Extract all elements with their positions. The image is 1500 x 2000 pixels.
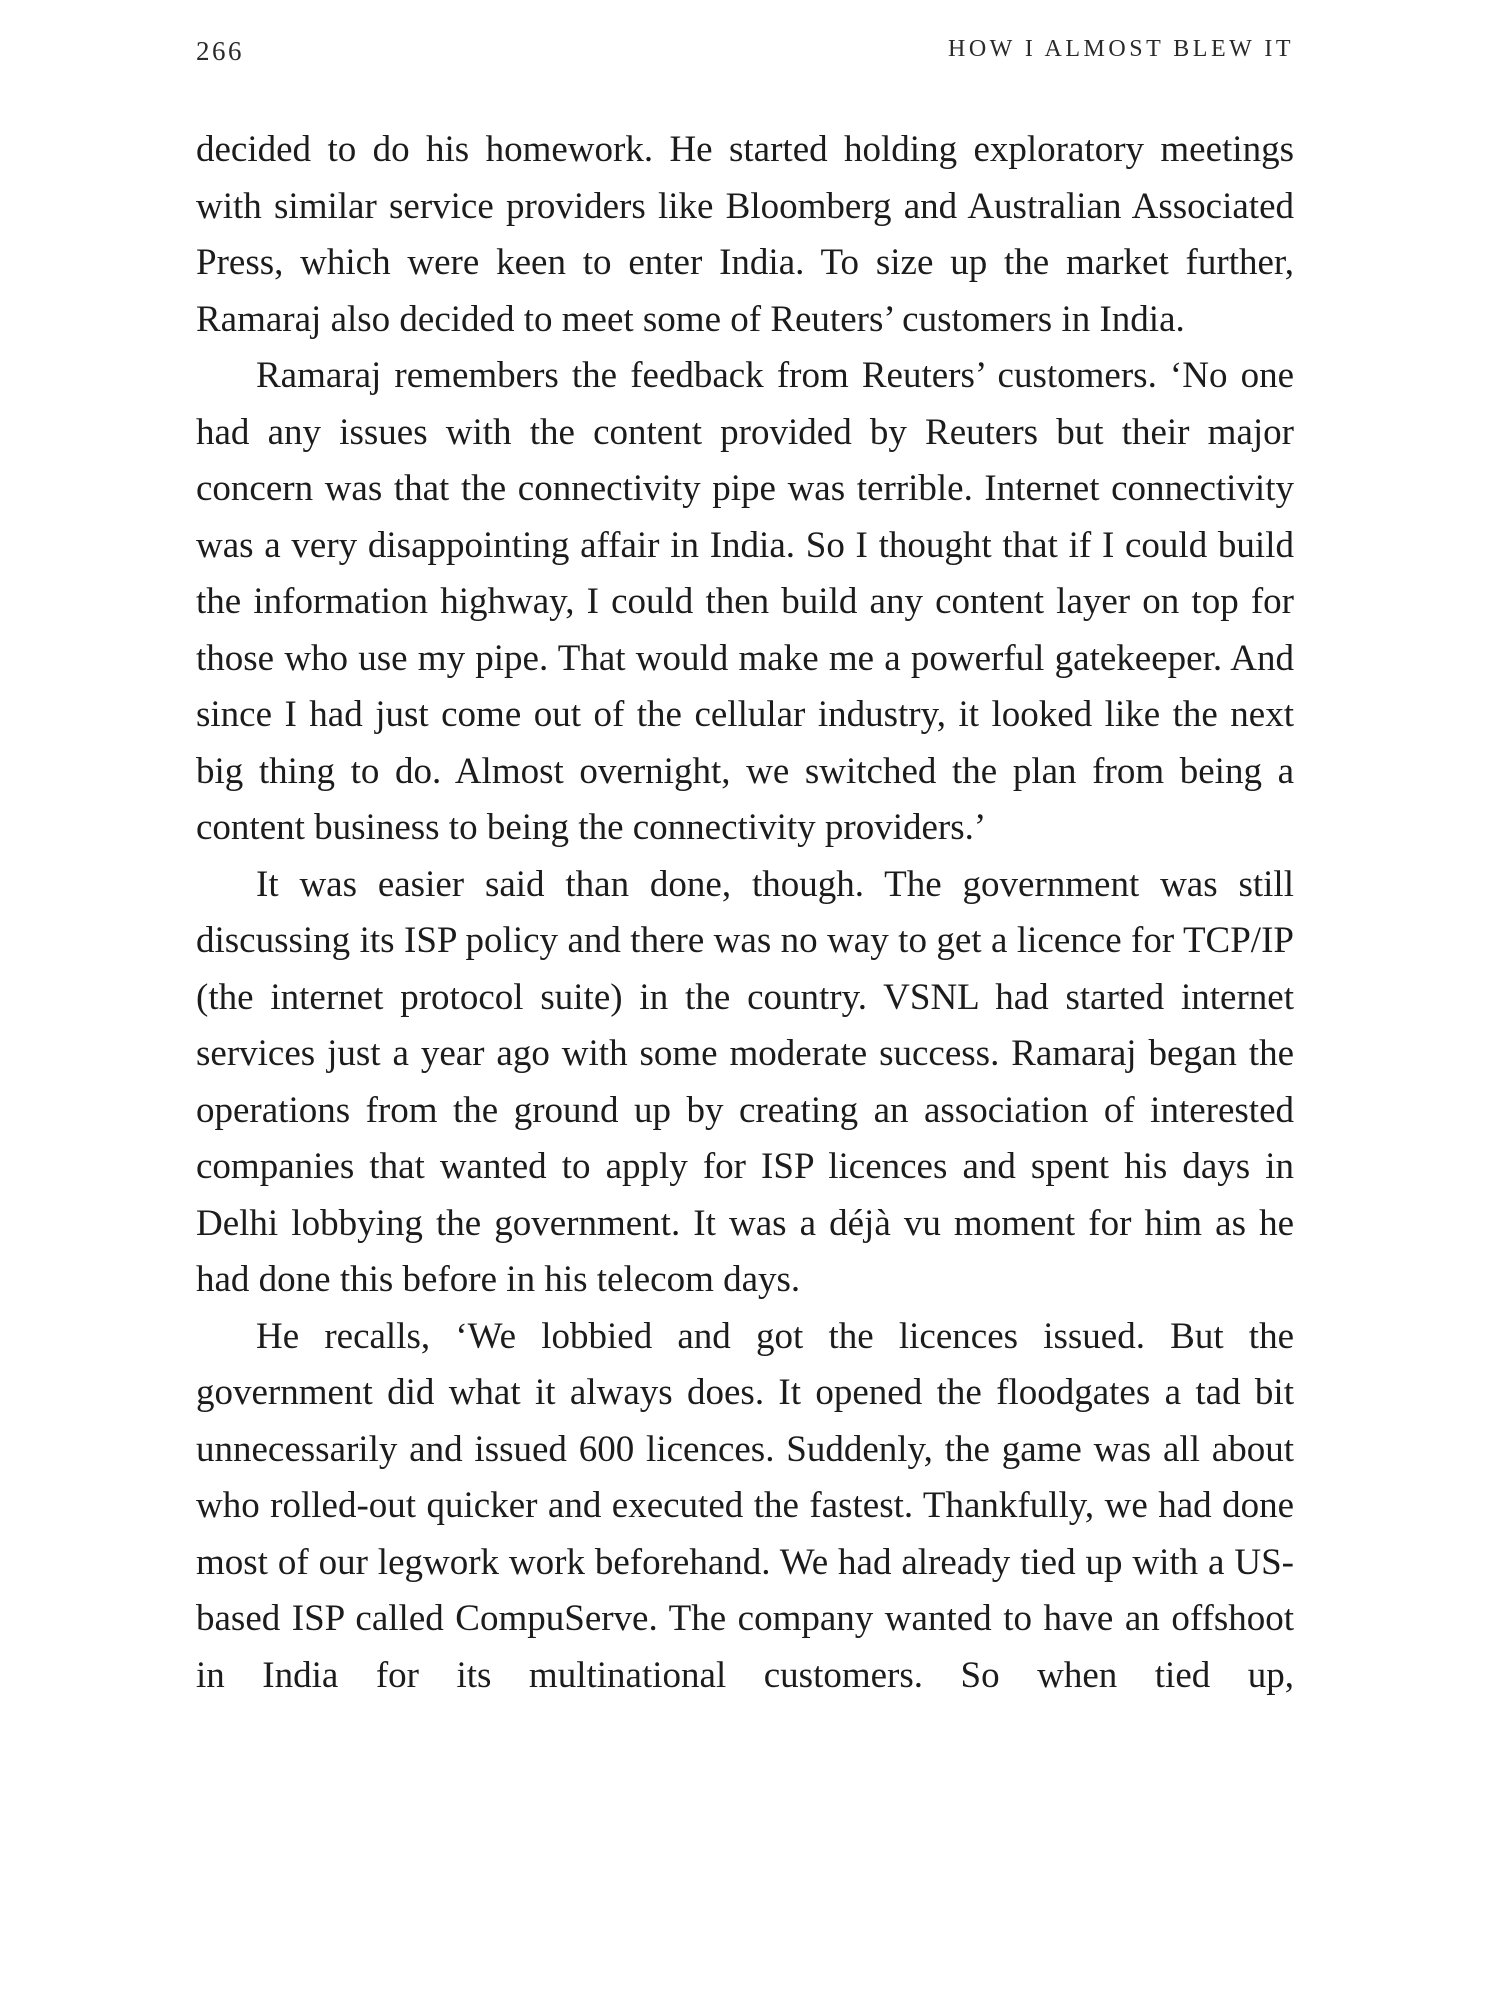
paragraph-4: He recalls, ‘We lobbied and got the licences issued. But the government did what it always does. It opened the floodgates a tad bit unnecessarily and issued 600 licences. Suddenly, the game was all about who rolled-out quicker and executed the fastest. Thankfully, we had done most of our legwork work beforehand. We had already tied up with a US-based ISP called CompuServe. The company wanted to have an offshoot in India for its multinational customers. So when tied up,	[196, 1315, 1294, 1696]
running-title: HOW I ALMOST BLEW IT	[948, 36, 1294, 62]
running-head	[196, 36, 1294, 76]
paragraph-3: It was easier said than done, though. The government was still discussing its ISP policy and there was no way to get a licence for TCP/IP (the internet protocol suite) in the country. VSNL had started internet services just a year ago with some moderate success. Ramaraj began the operations from the ground up by creating an association of interested companies that wanted to apply for ISP licences and spent his days in Delhi lobbying the government. It was a déjà vu moment for him as he had done this before in his telecom days.	[196, 863, 1294, 1300]
body-text	[196, 122, 1294, 1704]
page-number: 266	[196, 36, 244, 66]
paragraph-1: decided to do his homework. He started holding exploratory meetings with similar service providers like Bloomberg and Australian Associated Press, which were keen to enter India. To size up the market further, Ramaraj also decided to meet some of Reuters’ customers in India.	[196, 129, 1294, 340]
paragraph-2: Ramaraj remembers the feedback from Reuters’ customers. ‘No one had any issues with the content provided by Reuters but their major concern was that the connectivity pipe was terrible. Internet connectivity was a very disappointing affair in India. So I thought that if I could build the information highway, I could then build any content layer on top for those who use my pipe. That would make me a powerful gatekeeper. And since I had just come out of the cellular industry, it looked like the next big thing to do. Almost overnight, we switched the plan from being a content business to being the connectivity providers.’	[196, 355, 1294, 848]
